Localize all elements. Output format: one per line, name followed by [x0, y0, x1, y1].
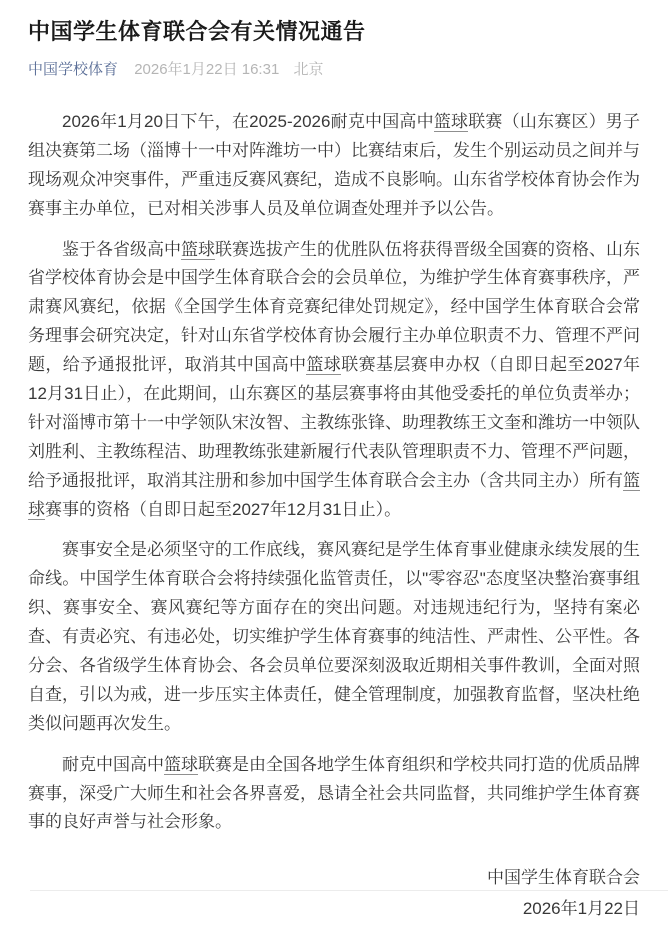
text-segment: 2026年1月20日下午，在2025-2026耐克中国高中	[62, 112, 434, 131]
paragraph	[28, 108, 640, 224]
byline	[28, 60, 640, 80]
account-name-link[interactable]: 中国学校体育	[28, 61, 119, 78]
text-segment: 赛事安全是必须坚守的工作底线，赛风赛纪是学生体育事业健康永续发展的生命线。中国学生体育联合会将持续强化监管责任，以"零容忍"态度坚决整治赛事组织、赛事安全、赛风赛纪等方面存在的突出问题。对违规违纪行为，坚持有案必查、有责必究、有违必处，切实维护学生体育赛事的纯洁性、严肃性、公平性。各分会、各省级学生体育协会、各会员单位要深刻汲取近期相关事件教训，全面对照自查，引以为戒，进一步压实主体责任，健全管理制度，加强教育监督，坚决杜绝类似问题再次发生。	[28, 540, 640, 733]
signature-date: 2026年1月22日	[522, 898, 640, 918]
paragraph	[28, 536, 640, 738]
text-segment: 联赛（山东赛区）男子组决赛第二场（淄博十一中对阵潍坊一中）比赛结束后，发生个别运动员之间并与现场观众冲突事件，严重违反赛风赛纪，造成不良影响。山东省学校体育协会作为赛事主办单位，已对相关涉事人员及单位调查处理并予以公告。	[28, 112, 641, 218]
underlined-text: 篮球	[28, 470, 640, 519]
signature-block	[28, 863, 640, 924]
text-segment: 鉴于各省级高中	[62, 239, 181, 259]
underlined-text: 篮球	[433, 112, 469, 131]
paragraph	[28, 751, 640, 838]
page-title: 中国学生体育联合会有关情况通告	[28, 19, 366, 44]
paragraph	[28, 236, 640, 525]
signature-org: 中国学生体育联合会	[487, 868, 640, 888]
underlined-text: 篮球	[306, 355, 342, 375]
bottom-divider	[30, 890, 668, 891]
text-segment: 赛事的资格（自即日起至2027年12月31日止）。	[45, 499, 402, 519]
publish-time: 2026年1月22日 16:31	[134, 61, 280, 78]
underlined-text: 篮球	[164, 754, 198, 774]
publish-location: 北京	[293, 61, 324, 78]
text-segment: 联赛是由全国各地学生体育组织和学校共同打造的优质品牌赛事，深受广大师生和社会各界喜爱，恳请全社会共同监督，共同维护学生体育赛事的良好声誉与社会形象。	[28, 754, 640, 832]
text-segment: 联赛基层赛申办权（自即日起至2027年12月31日止），在此期间，山东赛区的基层赛事将由其他受委托的单位负责举办；针对淄博市第十一中学领队宋汝智、主教练张锋、助理教练王文奎和潍坊一中领队刘胜利、主教练程洁、助理教练张建新履行代表队管理职责不力、管理不严问题，给予通报批评，取消其注册和参加中国学生体育联合会主办（含共同主办）所有	[28, 355, 641, 490]
underlined-text: 篮球	[181, 239, 215, 259]
text-segment: 耐克中国高中	[62, 754, 164, 774]
article-body	[28, 108, 640, 837]
text-segment: 联赛选拔产生的优胜队伍将获得晋级全国赛的资格、山东省学校体育协会是中国学生体育联合会的会员单位，为维护学生体育赛事秩序，严肃赛风赛纪，依据《全国学生体育竞赛纪律处罚规定》，经中国学生体育联合会常务理事会研究决定，针对山东省学校体育协会履行主办单位职责不力、管理不严问题，给予通报批评，取消其中国高中	[28, 239, 640, 375]
